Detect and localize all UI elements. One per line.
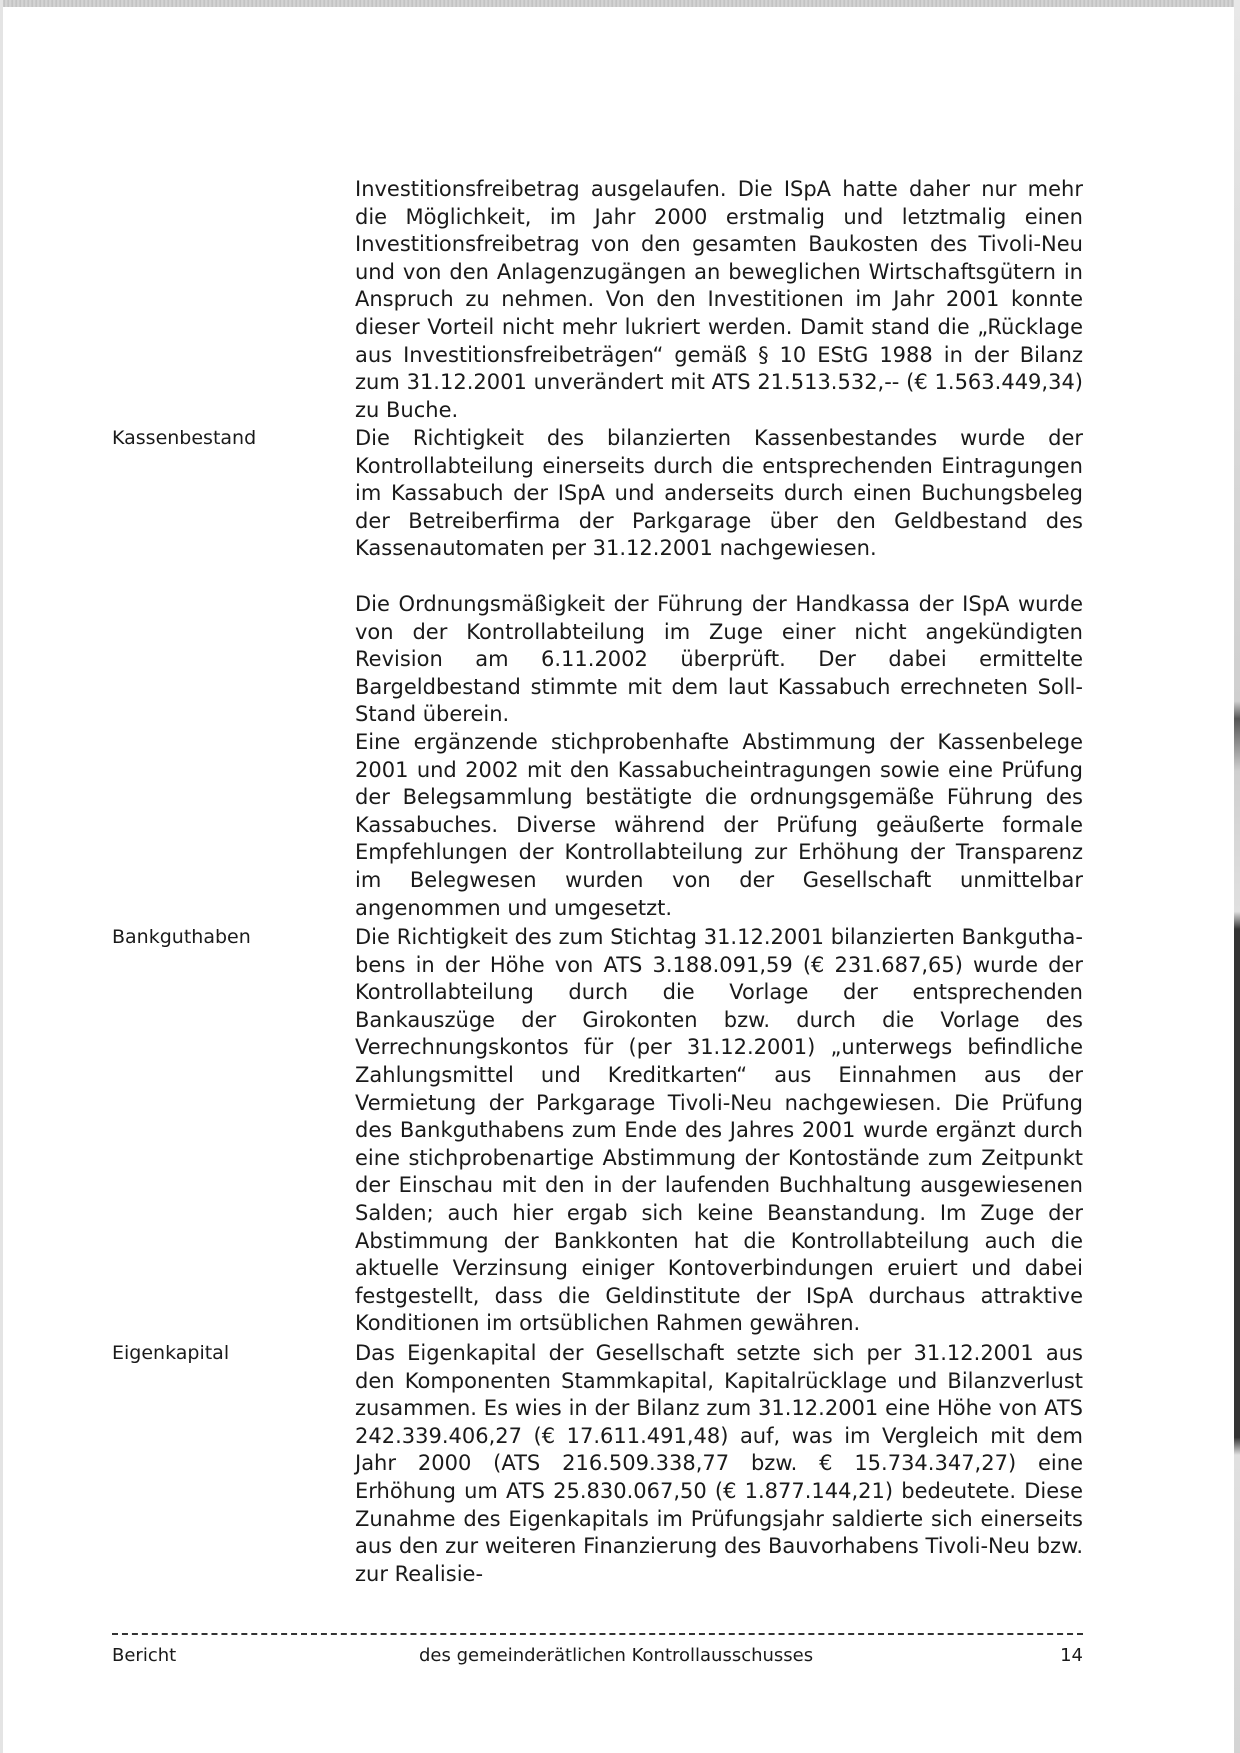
margin-label-kassenbestand: Kassenbestand (112, 427, 257, 449)
margin-label-eigenkapital: Eigenkapital (112, 1342, 230, 1364)
bankguthaben-paragraph: Die Richtigkeit des zum Stichtag 31.12.2001 bilanzierten Bankguthabens in der Höhe von ATS 3.188.091,59 (€ 231.687,65) wurde der Kontrollabteilung durch die Vorlage der entsprechenden Bankauszüge der Girokonten bzw. durch die Vorlage des Verrechnungskontos für (per 31.12.2001) „unterwegs befindliche Zahlungsmittel und Kreditkarten“ aus Einnahmen aus der Vermietung der Parkgarage Tivoli-Neu nachgewiesen. Die Prüfung des Bankguthabens zum Ende des Jahres 2001 wurde ergänzt durch eine stichprobenartige Abstimmung der Kontostände zum Zeitpunkt der Einschau mit den in der laufenden Buchhaltung ausgewiesenen Salden; auch hier ergab sich keine Beanstandung. Im Zuge der Abstimmung der Bankkonten hat die Kontrollabteilung auch die aktuelle Verzinsung einiger Kontoverbindungen eruiert und dabei festgestellt, dass die Geldinstitute der ISpA durchaus attraktive Konditionen im ortsüblichen Rahmen gewähren. (355, 925, 1083, 1336)
footer-divider (112, 1633, 1083, 1635)
kassenbestand-paragraph-1: Die Richtigkeit des bilanzierten Kassenbestandes wurde der Kontrollabteilung einerseits durch die entsprechenden Eintragungen im Kassabuch der ISpA und anderseits durch einen Buchungsbeleg der Betreiberfirma der Parkgarage über den Geldbestand des Kassenautomaten per 31.12.2001 nachgewiesen. (355, 426, 1083, 561)
scan-edge-left (0, 0, 3, 1753)
scan-edge-right (1234, 0, 1240, 1753)
page-number: 14 (1060, 1645, 1083, 1666)
scan-edge-top (0, 0, 1240, 7)
kassenbestand-paragraph-3: Eine ergänzende stichprobenhafte Abstimmung der Kassenbelege 2001 und 2002 mit den Kassabucheintragungen sowie eine Prüfung der Belegsammlung bestätigte die ordnungsgemäße Führung des Kassabuches. Diverse während der Prüfung geäußerte formale Empfehlungen der Kontrollabteilung zur Erhöhung der Transparenz im Belegwesen wurden von der Gesellschaft unmittelbar angenommen und umgesetzt. (355, 730, 1083, 920)
kassenbestand-paragraph-2: Die Ordnungsmäßigkeit der Führung der Handkassa der ISpA wurde von der Kontrollabteilung im Zuge einer nicht angekündigten Revision am 6.11.2002 überprüft. Der dabei ermittelte Bargeldbestand stimmte mit dem laut Kassabuch errechneten Soll-Stand überein. (355, 592, 1083, 727)
footer-report-label: Bericht (112, 1645, 177, 1666)
margin-label-bankguthaben: Bankguthaben (112, 926, 251, 948)
intro-paragraph: Investitionsfreibetrag ausgelaufen. Die ISpA hatte daher nur mehr die Möglichkeit, im Jahr 2000 erstmalig und letztmalig einen Investitionsfreibetrag von den gesamten Baukosten des Tivoli-Neu und von den Anlagenzugängen an beweglichen Wirtschaftsgütern in Anspruch zu nehmen. Von den Investitionen im Jahr 2001 konnte dieser Vorteil nicht mehr lukriert werden. Damit stand die „Rücklage aus Investitionsfreibeträgen“ gemäß § 10 EStG 1988 in der Bilanz zum 31.12.2001 unverändert mit ATS 21.513.532,-- (€ 1.563.449,34) zu Buche. (355, 177, 1083, 422)
eigenkapital-paragraph: Das Eigenkapital der Gesellschaft setzte sich per 31.12.2001 aus den Komponenten Stammkapital, Kapitalrücklage und Bilanzverlust zusammen. Es wies in der Bilanz zum 31.12.2001 eine Höhe von ATS 242.339.406,27 (€ 17.611.491,48) auf, was im Vergleich mit dem Jahr 2000 (ATS 216.509.338,77 bzw. € 15.734.347,27) eine Erhöhung um ATS 25.830.067,50 (€ 1.877.144,21) bedeutete. Diese Zunahme des Eigenkapitals im Prüfungsjahr saldierte sich einerseits aus den zur weiteren Finanzierung des Bauvorhabens Tivoli-Neu bzw. zur Realisie- (355, 1341, 1083, 1586)
footer-committee-label: des gemeinderätlichen Kontrollausschusses (419, 1645, 814, 1666)
